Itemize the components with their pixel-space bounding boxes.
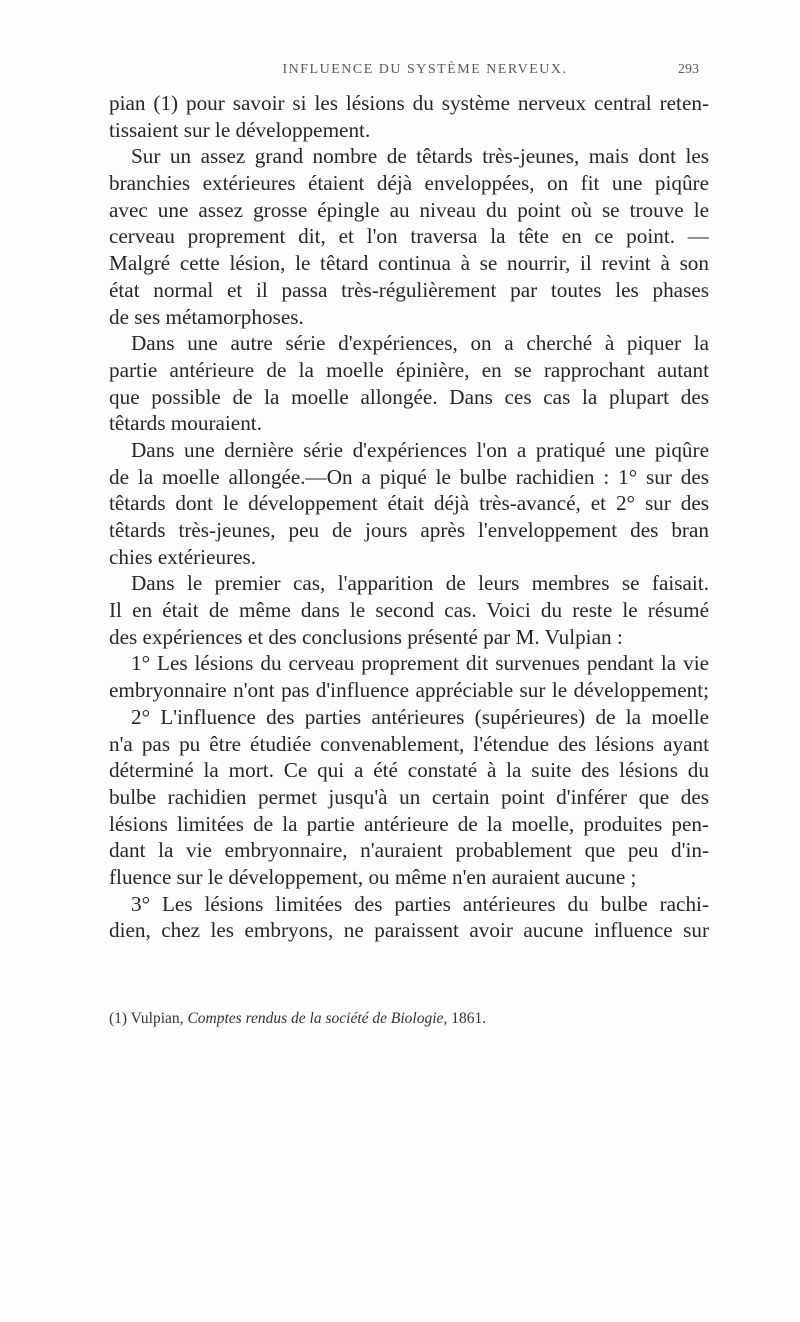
text-line: de la moelle allongée.—On a piqué le bulbe rachidien : 1° sur des: [109, 464, 709, 489]
text-line: têtards dont le développement était déjà très-avancé, et 2° sur des: [109, 491, 709, 516]
text-line: 1° Les lésions du cerveau proprement dit survenues pendant la vie: [131, 651, 709, 676]
text-line: Dans une autre série d'expériences, on a cherché à piquer la: [131, 331, 709, 356]
text-line: dien, chez les embryons, ne paraissent avoir aucune influence sur: [109, 918, 709, 943]
text-line: de ses métamorphoses.: [109, 304, 304, 329]
footnote-author: (1) Vulpian,: [109, 1010, 188, 1027]
text-line: têtards très-jeunes, peu de jours après l'enveloppement des bran: [109, 518, 709, 542]
text-line: branchies extérieures étaient déjà enveloppées, on fit une piqûre: [109, 171, 709, 196]
text-line: des expériences et des conclusions présenté par M. Vulpian :: [109, 624, 623, 649]
running-head: INFLUENCE DU SYSTÈME NERVEUX.: [282, 62, 568, 77]
text-line: partie antérieure de la moelle épinière, en se rapprochant autant: [109, 357, 709, 382]
text-line: dant la vie embryonnaire, n'auraient probablement que peu d'in-: [109, 838, 709, 863]
text-line: fluence sur le développement, ou même n'en auraient aucune ;: [109, 864, 637, 889]
text-line: n'a pas pu être étudiée convenablement, l'étendue des lésions ayant: [109, 731, 709, 756]
text-line: Sur un assez grand nombre de têtards très-jeunes, mais dont les: [131, 144, 709, 169]
text-line: état normal et il passa très-régulièrement par toutes les phases: [109, 277, 709, 302]
text-line: embryonnaire n'ont pas d'influence appréciable sur le développement;: [109, 678, 709, 703]
text-line: que possible de la moelle allongée. Dans ces cas la plupart des: [109, 384, 709, 409]
text-line: 3° Les lésions limitées des parties antérieures du bulbe rachi-: [131, 891, 709, 916]
text-line: cerveau proprement dit, et l'on traversa la tête en ce point. —: [109, 224, 709, 249]
text-line: déterminé la mort. Ce qui a été constaté à la suite des lésions du: [109, 758, 709, 783]
text-line: avec une assez grosse épingle au niveau du point où se trouve le: [109, 197, 709, 222]
footnote-source: Comptes rendus de la société de Biologie: [187, 1010, 444, 1027]
text-line: Il en était de même dans le second cas. Voici du reste le résumé: [109, 598, 709, 623]
body-text: [109, 90, 709, 944]
text-line: tissaient sur le développement.: [109, 117, 371, 142]
text-line: 2° L'influence des parties antérieures (supérieures) de la moelle: [131, 704, 709, 729]
text-line: Dans le premier cas, l'apparition de leurs membres se faisait.: [131, 571, 709, 596]
text-line: Dans une dernière série d'expériences l'on a pratiqué une piqûre: [131, 437, 709, 462]
footnote: [109, 1010, 709, 1028]
text-line: têtards mouraient.: [109, 411, 262, 436]
text-line: chies extérieures.: [109, 544, 257, 569]
text-line: lésions limitées de la partie antérieure de la moelle, produites pen-: [109, 811, 709, 836]
text-line: pian (1) pour savoir si les lésions du système nerveux central reten-: [109, 91, 709, 115]
page-number: 293: [678, 62, 699, 77]
text-line: bulbe rachidien permet jusqu'à un certain point d'inférer que des: [109, 784, 709, 809]
footnote-year: , 1861.: [443, 1010, 487, 1027]
text-line: Malgré cette lésion, le têtard continua à se nourrir, il revint à son: [109, 251, 709, 276]
